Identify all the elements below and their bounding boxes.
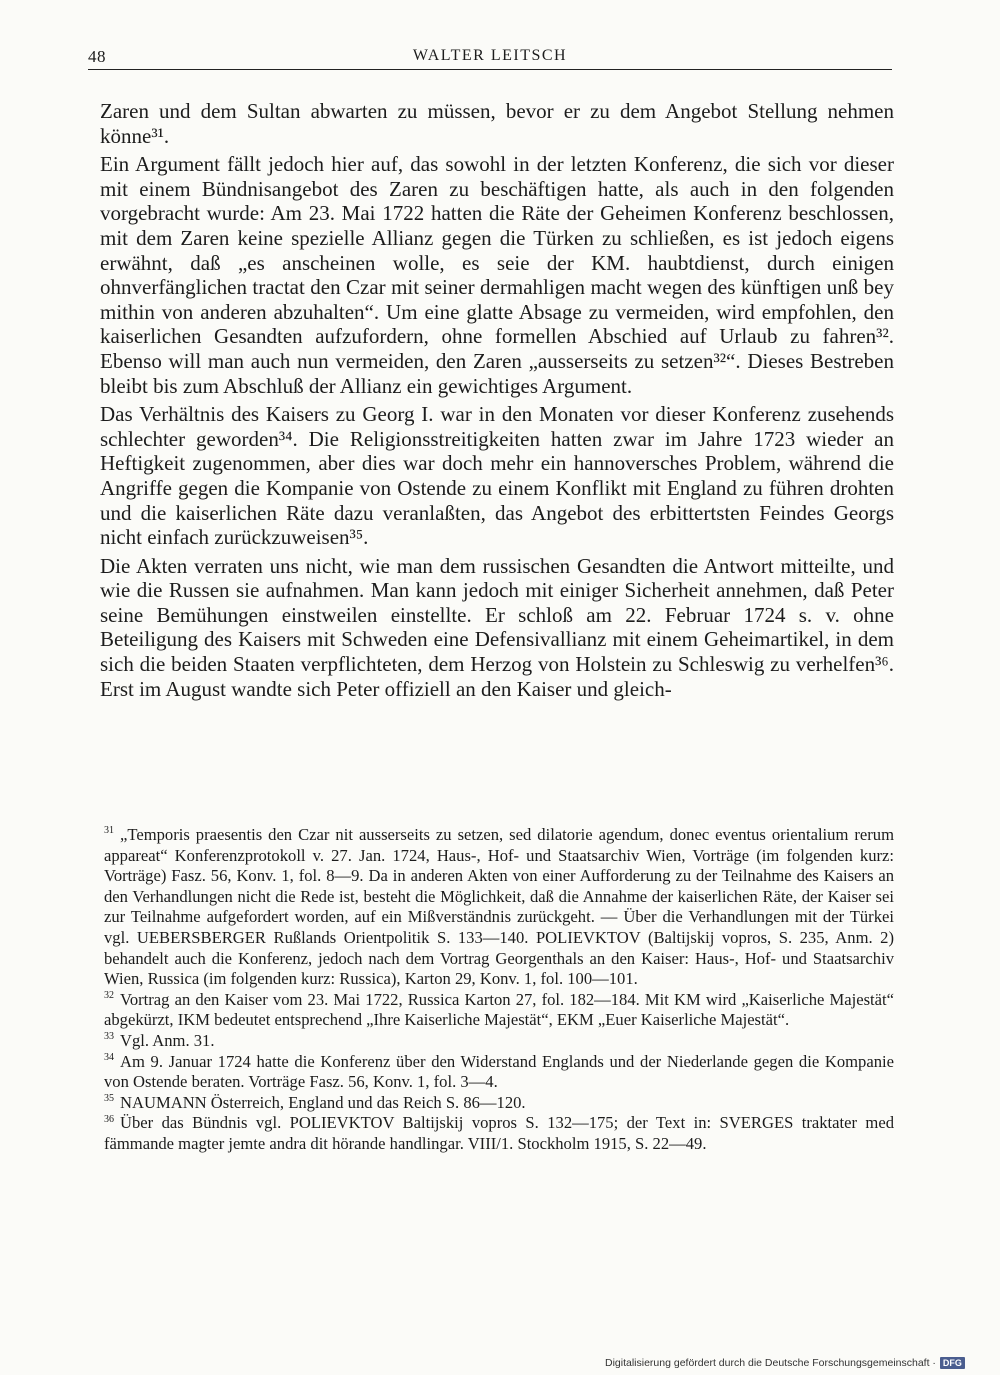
footnote-number: 36 bbox=[104, 1113, 114, 1125]
footnote bbox=[104, 825, 894, 990]
running-head: WALTER LEITSCH bbox=[412, 47, 568, 64]
footnote-number: 31 bbox=[104, 825, 114, 837]
footnote-text: „Temporis praesentis den Czar nit ausserseits zu setzen, sed dilatorie agendum, donec eventus orientalium rerum appareat“ Konferenzprotokoll v. 27. Jan. 1724, Haus-, Hof- und Staatsarchiv Wien, Vorträge (im folgenden kurz: Vorträge) Fasz. 56, Konv. 1, fol. 8—9. Da in anderen Akten von einer Aufforderung zu der Teilnahme des Kaisers an den Verhandlungen nicht die Rede ist, besteht die Möglichkeit, daß die Annahme der kaiserlichen Räte, der Kaiser sei zur Teilnahme aufgefordert worden, auf ein Mißverständnis zurückgeht. — Über die Verhandlungen mit der Türkei vgl. UEBERSBERGER Rußlands Orientpolitik S. 133—140. POLIEVKTOV (Baltijskij vopros, S. 235, Anm. 2) behandelt auch die Konferenz, jedoch nach dem Vortrag Georgenthals an den Kaiser: Haus-, Hof- und Staatsarchiv Wien, Russica (im folgenden kurz: Russica), Karton 29, Konv. 1, fol. 100—101. bbox=[104, 825, 894, 989]
paragraph: Zaren und dem Sultan abwarten zu müssen, bevor er zu dem Angebot Stellung nehmen könne³¹. bbox=[100, 99, 894, 148]
page-number: 48 bbox=[88, 47, 106, 66]
footnote-number: 33 bbox=[104, 1031, 114, 1043]
footnote bbox=[104, 1031, 894, 1052]
paragraph: Das Verhältnis des Kaisers zu Georg I. war in den Monaten vor dieser Konferenz zusehends schlechter geworden³⁴. Die Religionsstreitigkeiten hatten zwar im Jahre 1723 wieder an Heftigkeit zugenommen, aber dies war doch mehr ein hannoversches Problem, während die Angriffe gegen die Kompanie von Ostende zu einem Konflikt mit England zu führen drohten und die kaiserlichen Räte dazu veranlaßten, das Angebot des erbittertsten Feindes Georgs nicht einfach zurückzuweisen³⁵. bbox=[100, 402, 894, 550]
footnote-text: Vortrag an den Kaiser vom 23. Mai 1722, Russica Karton 27, fol. 182—184. Mit KM wird „Kaiserliche Majestät“ abgekürzt, IKM bedeutet entsprechend „Ihre Kaiserliche Majestät“, EKM „Euer Kaiserliche Majestät“. bbox=[104, 989, 894, 1030]
footnote bbox=[104, 1052, 894, 1093]
footnote-text: Über das Bündnis vgl. POLIEVKTOV Baltijskij vopros S. 132—175; der Text in: SVERGES traktater med fämmande magter jemte andra dit hörande handlingar. VIII/1. Stockholm 1915, S. 22—49. bbox=[104, 1113, 894, 1153]
footnote bbox=[104, 990, 894, 1031]
footnote bbox=[104, 1093, 894, 1114]
footnote-text: NAUMANN Österreich, England und das Reich S. 86—120. bbox=[120, 1092, 526, 1112]
page-header bbox=[88, 47, 892, 70]
footer-text: Digitalisierung gefördert durch die Deutsche Forschungsgemeinschaft · bbox=[605, 1357, 936, 1369]
digitization-footer bbox=[605, 1357, 965, 1369]
footnote-text: Am 9. Januar 1724 hatte die Konferenz über den Widerstand Englands und der Niederlande gegen die Kompanie von Ostende beraten. Vorträge Fasz. 56, Konv. 1, fol. 3—4. bbox=[104, 1051, 894, 1092]
footnote-number: 32 bbox=[104, 990, 114, 1002]
footnote-number: 35 bbox=[104, 1093, 114, 1105]
footnote bbox=[104, 1113, 894, 1154]
body-text bbox=[100, 99, 894, 705]
footnote-text: Vgl. Anm. 31. bbox=[120, 1030, 215, 1050]
footnotes bbox=[104, 825, 894, 1155]
footnote-number: 34 bbox=[104, 1052, 114, 1063]
dfg-logo-icon: DFG bbox=[940, 1357, 965, 1369]
paragraph: Die Akten verraten uns nicht, wie man dem russischen Gesandten die Antwort mitteilte, und wie die Russen sie aufnahmen. Man kann jedoch mit einiger Sicherheit annehmen, daß Peter seine Bemühungen einstweilen einstellte. Er schloß am 22. Februar 1724 s. v. ohne Beteiligung des Kaisers mit Schweden eine Defensivallianz mit einem Geheimartikel, in dem sich die beiden Staaten verpflichteten, dem Herzog von Holstein zu Schleswig zu verhelfen³⁶. Erst im August wandte sich Peter offiziell an den Kaiser und gleich- bbox=[100, 553, 894, 701]
paragraph: Ein Argument fällt jedoch hier auf, das sowohl in der letzten Konferenz, die sich vor dieser mit einem Bündnisangebot des Zaren zu beschäftigen hatte, als auch in den folgenden vorgebracht wurde: Am 23. Mai 1722 hatten die Räte der Geheimen Konferenz beschlossen, mit dem Zaren keine spezielle Allianz gegen die Türken zu schließen, es ist jedoch eigens erwähnt, daß „es anscheinen wolle, es seie der KM. haubtdienst, durch einigen ohnverfänglichen tractat den Czar mit seiner dermahligen macht wegen des künftigen unß bey mithin von anderen abzuhalten“. Um eine glatte Absage zu vermeiden, wird empfohlen, den kaiserlichen Gesandten aufzufordern, ohne formellen Abschied auf Urlaub zu fahren³². Ebenso will man auch nun vermeiden, den Zaren „ausserseits zu setzen³²“. Dieses Bestreben bleibt bis zum Abschluß der Allianz ein gewichtiges Argument. bbox=[100, 152, 894, 398]
